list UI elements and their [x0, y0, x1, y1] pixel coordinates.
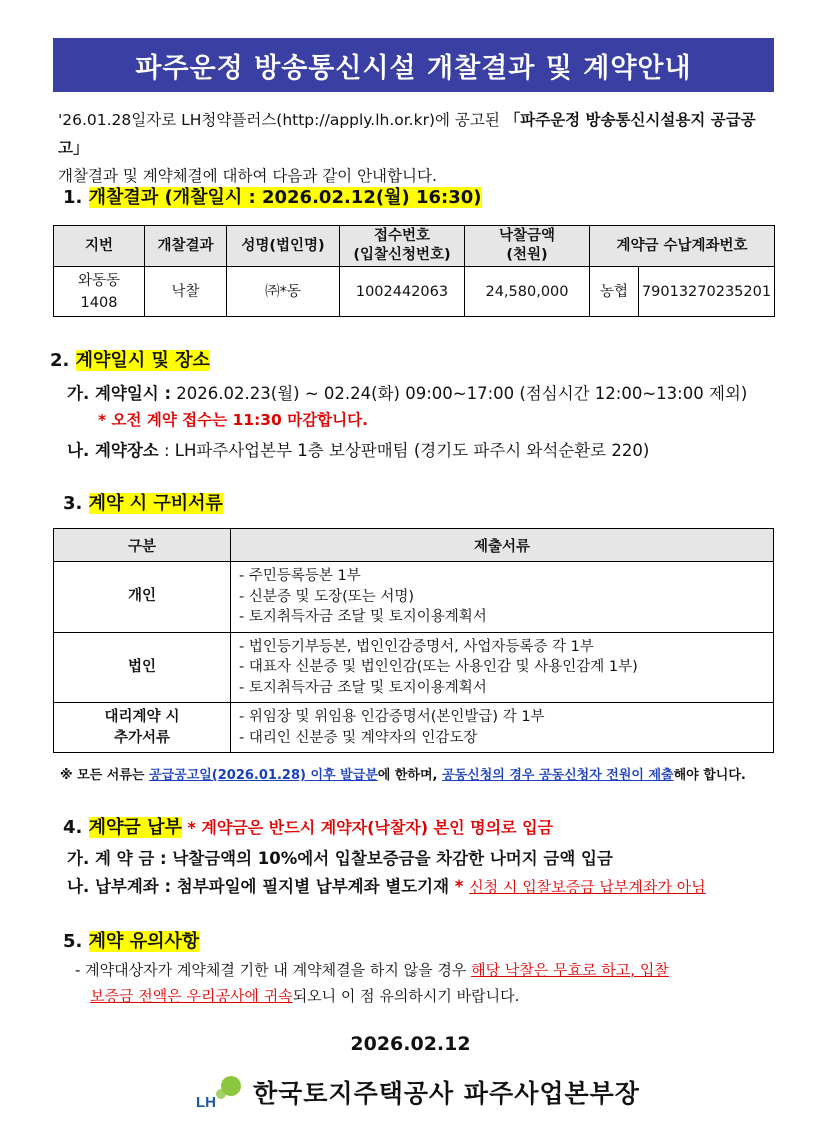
- issue-date: 2026.02.12: [350, 1033, 471, 1055]
- table-row: [54, 703, 774, 753]
- col-receipt-l1: 접수번호: [373, 228, 431, 244]
- section3-number: 3.: [63, 493, 83, 514]
- contract-date-value: 2026.02.23(월) ~ 02.24(화) 09:00~17:00 (점심시간 12:00~13:00 제외): [171, 384, 748, 403]
- row-proxy-docs: [231, 703, 774, 753]
- contract-date-line: [67, 380, 747, 404]
- cell-lot-l2: 1408: [80, 294, 118, 311]
- row-individual-label: 개인: [54, 562, 231, 633]
- required-documents-table: [53, 528, 774, 753]
- col-lot: 지번: [54, 226, 145, 267]
- contract-date-label: 가. 계약일시 :: [67, 384, 172, 403]
- cell-bank: 농협: [590, 267, 639, 317]
- section5-title: 계약 유의사항: [88, 931, 200, 952]
- section4-number: 4.: [63, 817, 83, 838]
- section2-heading: [50, 346, 210, 372]
- page-title: 파주운정 방송통신시설 개찰결과 및 계약안내: [53, 38, 774, 92]
- col-category: 구분: [54, 529, 231, 562]
- row-proxy-label-l2: 추가서류: [113, 729, 171, 746]
- note-issue-date: 공급공고일(2026.01.28) 이후 발급분: [149, 768, 378, 783]
- list-item: - 대리인 신분증 및 계약자의 인감도장: [239, 729, 478, 746]
- caution-red-1: 해당 낙찰은 무효로 하고, 입찰: [471, 961, 669, 979]
- bid-result-table: [53, 225, 775, 317]
- table-row: [54, 562, 774, 633]
- row-proxy-label-l1: 대리계약 시: [104, 708, 180, 725]
- list-item: - 주민등록등본 1부: [239, 568, 361, 584]
- section1-number: 1.: [63, 187, 83, 208]
- note-text-2: 에 한하며,: [377, 768, 443, 783]
- caution-line-1: [75, 959, 669, 980]
- row-corporation-docs: [231, 632, 774, 703]
- col-receipt-l2: (입찰신청번호): [353, 247, 451, 263]
- col-result: 개찰결과: [145, 226, 227, 267]
- deposit-account-line: [67, 873, 706, 897]
- cell-lot: [54, 267, 145, 317]
- col-name: 성명(법인명): [227, 226, 340, 267]
- deposit-account-text: 나. 납부계좌 : 첨부파일에 필지별 납부계좌 별도기재: [67, 877, 450, 896]
- section5-heading: [63, 927, 199, 953]
- caution-text-2: 되오니 이 점 유의하시기 바랍니다.: [292, 987, 520, 1005]
- note-joint-applicants: 공동신청의 경우 공동신청자 전원이 제출: [442, 768, 674, 783]
- cell-receipt: 1002442063: [340, 267, 465, 317]
- table-header-row: [54, 529, 774, 562]
- col-amount-l2: (천원): [506, 247, 548, 263]
- table-row: [54, 267, 775, 317]
- col-documents: 제출서류: [231, 529, 774, 562]
- documents-note: [60, 764, 746, 783]
- section1-title: 개찰결과 (개찰일시 : 2026.02.12(월) 16:30): [88, 187, 482, 208]
- section5-number: 5.: [63, 931, 83, 952]
- section2-title: 계약일시 및 장소: [75, 350, 210, 371]
- contract-place-line: [67, 437, 649, 461]
- cell-lot-l1: 와동동: [77, 272, 121, 289]
- cell-account: 79013270235201: [639, 267, 775, 317]
- intro-paragraph: [58, 106, 778, 190]
- note-text-1: ※ 모든 서류는: [60, 768, 150, 783]
- section4-heading: [63, 813, 553, 839]
- list-item: - 법인등기부등본, 법인인감증명서, 사업자등록증 각 1부: [239, 638, 594, 655]
- contract-morning-note: * 오전 계약 접수는 11:30 마감합니다.: [98, 411, 368, 429]
- col-amount: [465, 226, 590, 267]
- list-item: - 토지취득자금 조달 및 토지이용계획서: [239, 609, 487, 625]
- list-item: - 토지취득자금 조달 및 토지이용계획서: [239, 679, 487, 696]
- section3-heading: [63, 489, 223, 515]
- caution-text-1: - 계약대상자가 계약체결 기한 내 계약체결을 하지 않을 경우: [75, 961, 472, 979]
- section4-warning: * 계약금은 반드시 계약자(낙찰자) 본인 명의로 입금: [181, 818, 553, 837]
- row-corporation-label: 법인: [54, 632, 231, 703]
- cell-result: 낙찰: [145, 267, 227, 317]
- contract-place-value: : LH파주사업본부 1층 보상판매팀 (경기도 파주시 와석순환로 220): [158, 441, 650, 460]
- section1-heading: [63, 183, 482, 209]
- deposit-account-star: *: [449, 877, 470, 896]
- row-proxy-label: [54, 703, 231, 753]
- organization-name: 한국토지주택공사 파주사업본부장: [253, 1079, 640, 1108]
- deposit-amount-line: 가. 계 약 금 : 낙찰금액의 10%에서 입찰보증금을 차감한 나머지 금액 입금: [67, 849, 613, 868]
- section3-title: 계약 시 구비서류: [88, 493, 223, 514]
- row-individual-docs: [231, 562, 774, 633]
- lh-logo-text: LH: [196, 1094, 216, 1110]
- lh-logo-icon: [195, 1074, 245, 1110]
- table-header-row: [54, 226, 775, 267]
- deposit-account-note: 신청 시 입찰보증금 납부계좌가 아님: [469, 878, 706, 896]
- section2-number: 2.: [50, 350, 70, 371]
- cell-amount: 24,580,000: [465, 267, 590, 317]
- organization-signature: [195, 1074, 640, 1110]
- table-row: [54, 632, 774, 703]
- col-account: 계약금 수납계좌번호: [590, 226, 775, 267]
- list-item: - 위임장 및 위임용 인감증명서(본인발급) 각 1부: [239, 709, 545, 725]
- intro-notice-name: 「파주운정 방송통신시설용지 공급공고」: [58, 111, 756, 157]
- list-item: - 신분증 및 도장(또는 서명): [239, 588, 415, 605]
- intro-text-2: 개찰결과 및 계약체결에 대하여 다음과 같이 안내합니다.: [58, 167, 437, 185]
- col-amount-l1: 낙찰금액: [498, 228, 556, 244]
- intro-text-1: '26.01.28일자로 LH청약플러스(http://apply.lh.or.kr)에 공고된: [58, 111, 505, 129]
- note-text-3: 해야 합니다.: [673, 768, 746, 783]
- section4-title: 계약금 납부: [88, 817, 182, 838]
- col-receipt: [340, 226, 465, 267]
- caution-line-2: [90, 985, 519, 1006]
- contract-place-label: 나. 계약장소: [67, 441, 159, 460]
- cell-name: ㈜*동: [227, 267, 340, 317]
- list-item: - 대표자 신분증 및 법인인감(또는 사용인감 및 사용인감계 1부): [239, 659, 638, 675]
- caution-red-2: 보증금 전액은 우리공사에 귀속: [90, 987, 293, 1005]
